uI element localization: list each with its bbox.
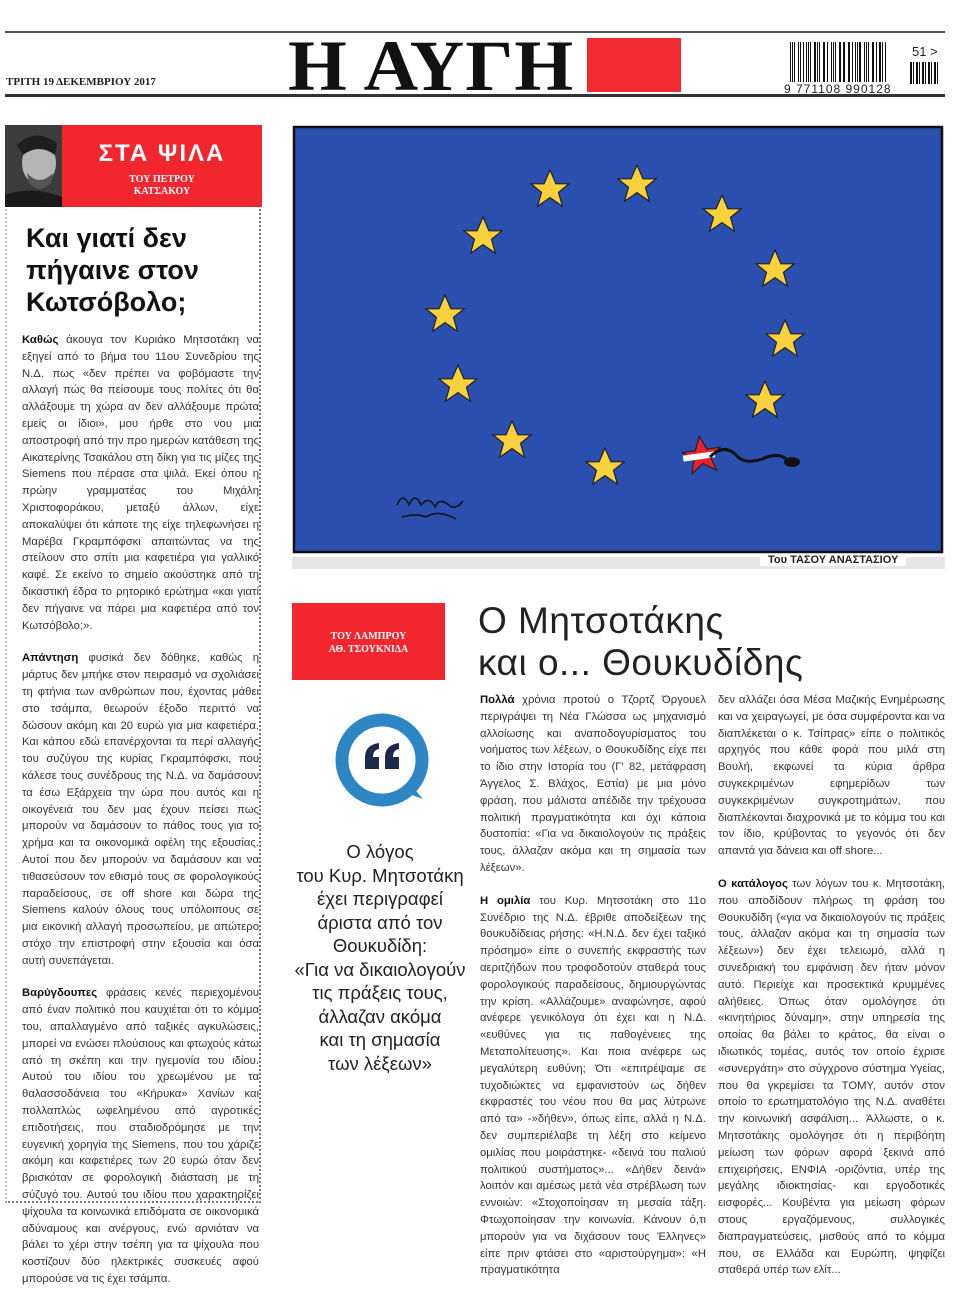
article-body-column-1	[480, 692, 706, 1295]
quote-line: Θουκυδίδη:	[280, 934, 480, 958]
paragraph-text: του Κυρ. Μητσοτάκη στο 11ο Συνέδριο της Ν.Δ. έβριθε αποδείξεων της θουκυδίδειας ρήσης: «Η.Ν.Δ. δεν έχει ταξικό πρόσημο» είπε ο συνεπής εκφραστής των αεριτζήδων που τροφοδοτούν σταθερά τους φορολογικούς παραδείσους, δημιουργώντας την κρίση. «Αλλάζουμε» αναφώνησε, αφού ανέφερε γενικόλογα ότι έχει και η Ν.Δ. «ευθύνες για τις παθογένειες της Μεταπολίτευσης». Και ποια ανέφερε ως μεγαλύτερη ευθύνη; Ότι «επιτρέψαμε σε τυχοδιώκτες να εμφανιστούν ως δήθεν εκφραστές του νέου που θα μας λύτρωνε από τα» -»δήθεν», όπως είπε, αλλά η Ν.Δ. δεν συμπεριέλαβε τη λέξη στο κείμενο ομιλίας που μοιράστηκε- «δεινά του παλιού πολιτικού συστήματος»... «Δήθεν δεινά» λοιπόν και αμέσως μετά νέα στρέβλωση των εννοιών: «Στοχοποίησαν τη μεσαία τάξη. Φτωχοποίησαν την κοινωνία. Κάνουν ό,τι μπορούν για να διχάσουν τους Έλληνες» είπε πριν φτάσει στο «αριστούργημα»: «Η πραγματικότητα	[480, 895, 706, 1277]
masthead-red-square	[587, 38, 681, 92]
lead-word: Η ομιλία	[480, 895, 530, 907]
paragraph-text: φυσικά δεν δόθηκε, καθώς η μάρτυς δεν μπήκε στον πειρασμό να σχολιάσει τη φτήνια των ανθρώπων που, έχοντας μάθει στο τσάμπα, θεωρούν έξοδο περιττό να δώσουν ακόμη και 20 ευρώ για μια καφετιέρα. Και κάπου εδώ επανέρχονται τα περί αλλαγής του συζύγου της κυρίας Γκραμπόφσκι, που κάλεσε τους συνέδρους της Ν.Δ. να δαμάσουν τα έσω Εξάρχεια την ώρα που αυτός και η οικογένειά του δεν μας έχουν πείσει πως μπορούν να δαμάσουν το πάθος τους για το χρήμα και τα οικονομικά οφέλη της εξουσίας. Αυτοί που δεν μπορούν να δαμάσουν και να τιθασεύσουν τον εθισμό τους σε φορολογικούς παραδείσους, σε off shore και δώρα της Siemens καλούν όλους τους υπόλοιπους σε μια εικονική αλλαγή προσωπείου, με απώτερο στόχο την επιστροφή στην εξουσία και όσα αυτή συνεπάγεται.	[22, 652, 259, 966]
headline-line: Και γιατί δεν	[26, 222, 256, 254]
paragraph	[480, 893, 706, 1279]
barcode-bar	[827, 42, 828, 82]
quote-line: άλλαζαν ακόμα	[280, 1005, 480, 1029]
quote-line: άριστα από τον	[280, 911, 480, 935]
issue-code: 51 >	[912, 44, 938, 59]
article-headline	[478, 600, 803, 684]
author-line: ΤΟΥ ΠΕΤΡΟΥ	[62, 174, 262, 186]
pull-quote	[280, 840, 480, 1075]
barcode-bar	[814, 42, 815, 82]
snake-head	[784, 457, 800, 467]
paragraph-text: άκουγα τον Κυριάκο Μητσοτάκη να εξηγεί από το βήμα του 11ου Συνεδρίου της Ν.Δ. πως «δεν πρέπει να φοβόμαστε την αλλαγή πώς θα πείσουμε τους πολίτες ότι θα αλλάξουμε τη χώρα αν δεν αλλάξουμε πρώτα εμείς οι ίδιοι», μου ήρθε στο νου μια αποστροφή από την προ ημερών κατάθεση της Αικατερίνης Τσακάλου στη δίκη για τις μίζες της Siemens που πέρασε στα ψιλά. Εκεί όπου η πρώην γραμματέας του Μιχάλη Χριστοφοράκου, μεταξύ άλλων, είχε αποκαλύψει ότι κάποτε της είχε τηλεφωνήσει η Μαρέβα Γκραμπόφσκι απαιτώντας να της στείλουν στο σπίτι μια καφετιέρα για γαλλικό καφέ. Σε εκείνο το σημείο ακούστηκε από τη δικαστική έδρα το ρητορικό ερώτημα «και γιατί δεν πήγαινε να πάρει μια καφετιέρα από τον Κωτσόβολο;».	[22, 334, 259, 632]
paragraph	[22, 985, 259, 1287]
barcode-bar	[823, 42, 824, 82]
paragraph	[718, 692, 945, 860]
barcode-bar	[864, 42, 865, 82]
paragraph-text: δεν αλλάζει όσα Μέσα Μαζικής Ενημέρωσης και να χειραγωγεί, με όσα συμφέροντα και να διαπλέκεται ο κ. Τσίπρας» είπε ο πολιτικός αρχηγός που κάθε φορά που μιλά στη Βουλή, εκφωνεί τα κύρια άρθρα συγκεκριμένων εφημερίδων των συγκεκριμένων συγκροτημάτων, που διαπλέκονται διαχρονικά με το κόμμα του και τον ίδιο, κρύβοντας το γεγονός ότι δεν απαντά για δάνεια και off shore...	[718, 694, 945, 857]
paragraph	[480, 692, 706, 877]
eu-flag-cartoon	[292, 125, 945, 555]
headline-line: Κωτσόβολο;	[26, 286, 256, 318]
lead-word: Πολλά	[480, 694, 514, 706]
quote-line: έχει περιγραφεί	[280, 887, 480, 911]
quote-bubble-icon	[335, 713, 431, 809]
lead-word: Καθώς	[22, 334, 58, 346]
quote-line: Ο λόγος	[280, 840, 480, 864]
column-body	[22, 332, 259, 1304]
paragraph-text: φράσεις κενές περιεχομένου από έναν πολιτικό που καυχιέται ότι το κόμμα του, απαλλαγμένο από ταξικές αγκυλώσεις, μπορεί να ενώσει πλούσιους και φτωχούς κάτω από τη σκέπη και την ηγεμονία του ιδίου. Αυτού του ιδίου του χρεωμένου με τα θαλασσοδάνεια του «Κήρυκα» Χανίων και πολλαπλώς ωφελημένου από αγροτικές επιδοτήσεις, που σταδιοδρόμησε με την ευγενική χορηγία της Siemens, που του χάριζε ακόμη και καφετιέρες των 20 ευρώ όταν δεν βρισκόταν σε φορολογική διάσταση με τη σύζυγό του. Αυτού του ιδίου που χαρακτηρίζει ψίχουλα τα κοινωνικά επιδόματα σε οικονομικά αδύναμους και ανέργους, ενώ αρνιόταν να βάλει το χέρι στην τσέπη για τα ψίχουλα που κοστίζουν δύο ηλεκτρικές συσκευές αφού μπορούσε να τις έχει τσάμπα.	[22, 987, 259, 1285]
barcode-bar	[859, 42, 860, 82]
newspaper-masthead: Η ΑΥΓΗ	[288, 30, 574, 102]
headline-line: και ο... Θουκυδίδης	[478, 642, 803, 684]
barcode-bar	[882, 42, 883, 82]
column-title: ΣΤΑ ΨΙΛΑ	[62, 140, 262, 168]
author-line: ΚΑΤΣΑΚΟΥ	[62, 186, 262, 198]
paragraph-text: χρόνια προτού ο Τζορτζ Όργουελ περιγράψει τη Νέα Γλώσσα ως μηχανισμό αλλοίωσης και αναποδογυρίσματος του νοήματος των λέξεων, ο Θουκυδίδης είχε πει το ίδιο στην Ιστορία του (Γ' 82, μετάφραση Άγγελος Σ. Βλάχος, Εστία) με μια μόνο φράση, που μάλιστα απέδιδε την τρέχουσα πολιτική πραγματικότητα και όχι κάποια δυστοπία: «Για να δικαιολογούν τις πράξεις τους, άλλαζαν ακόμα και τη σημασία των λέξεων».	[480, 694, 706, 874]
article-body-column-2	[718, 692, 945, 1295]
author-line: ΤΟΥ ΛΑΜΠΡΟΥ	[292, 630, 445, 643]
paragraph	[718, 876, 945, 1279]
barcode-bar	[872, 42, 873, 82]
barcode-bar	[840, 42, 841, 82]
quote-line: των λέξεων»	[280, 1052, 480, 1076]
paragraph-text: των λόγων του κ. Μητσοτάκη, που αποδίδουν πλήρως τη φράση του Θουκυδίδη («για να δικαιολογούν τις πράξεις τους, άλλαζαν ακόμα και τη σημασία των λέξεων») δεν έχει τελειωμό, αλλά η συνεδριακή του εμφάνιση δεν ήταν μόνον αυτό. Περιείχε και προσεκτικά κρυμμένες αλήθειες. Όπως όταν ομολόγησε ότι «κινητήριος δύναμη», στην υπηρεσία της οποίας θα βάλει το κράτος, θα είναι ο ιδιωτικός τομέας, αυτός τον οποίο έχρισε «συνεργάτη» στο σύγχρονο σύστημα Υγείας, που θα γκρεμίσει τα ΤΟΜΥ, αυτόν στον οποίο το ερωτηματολόγιο της Ν.Δ. αναθέτει την κοινωνική ασφάλιση... Άλλωστε, ο κ. Μητσοτάκης ομολόγησε ότι η περιβόητη μείωση των φόρων αφορά ξεκινά από επιχειρήσεις, ΕΝΦΙΑ -οριζόντια, υπέρ της μεγάλης ιδιοκτησίας- και εργοδοτικές εισφορές... Κουβέντα για μείωση φόρων στους εργαζόμενους, συλλογικές διαπραγματεύσεις, μισθούς από το κόμμα που, σε Ελλάδα και Ευρώπη, ψηφίζει σταθερά υπέρ των ελίτ...	[718, 878, 945, 1276]
quote-line: του Κυρ. Μητσοτάκη	[280, 864, 480, 888]
cartoon-credit: Του ΤΑΣΟΥ ΑΝΑΣΤΑΣΙΟΥ	[760, 554, 906, 566]
issue-date: ΤΡΙΤΗ 19 ΔΕΚΕΜΒΡΙΟΥ 2017	[6, 76, 156, 88]
paragraph	[22, 332, 259, 634]
barcode-digits: 9 771108 990128	[784, 82, 892, 96]
author-portrait-icon	[5, 125, 62, 207]
lead-word: Βαρύγδουπες	[22, 987, 97, 999]
article-author-box	[292, 603, 445, 680]
barcode-bar	[843, 42, 844, 82]
addon-barcode	[910, 62, 938, 84]
column-headline	[26, 222, 256, 318]
paragraph	[22, 650, 259, 969]
barcode-bar	[855, 42, 856, 82]
author-photo	[5, 125, 62, 207]
quote-line: και τη σημασία	[280, 1028, 480, 1052]
barcode-bar	[790, 42, 791, 82]
lead-word: Ο κατάλογος	[718, 878, 788, 890]
barcode-bar	[798, 42, 799, 82]
lead-word: Απάντηση	[22, 652, 78, 664]
column-header	[62, 125, 262, 207]
barcode-bar	[835, 42, 836, 82]
barcode-bar	[879, 42, 880, 82]
cartoon-illustration	[292, 125, 945, 555]
author-line: ΑΘ. ΤΣΟΥΚΝΙΔΑ	[292, 643, 445, 656]
headline-line: πήγαινε στον	[26, 254, 256, 286]
barcode-bar	[810, 42, 811, 82]
quote-line: τις πράξεις τους,	[280, 981, 480, 1005]
barcode	[790, 42, 888, 82]
flag-background	[294, 127, 942, 552]
barcode-bar	[803, 42, 804, 82]
headline-line: Ο Μητσοτάκης	[478, 600, 803, 642]
column-author	[62, 174, 262, 198]
quote-line: «Για να δικαιολογούν	[280, 958, 480, 982]
